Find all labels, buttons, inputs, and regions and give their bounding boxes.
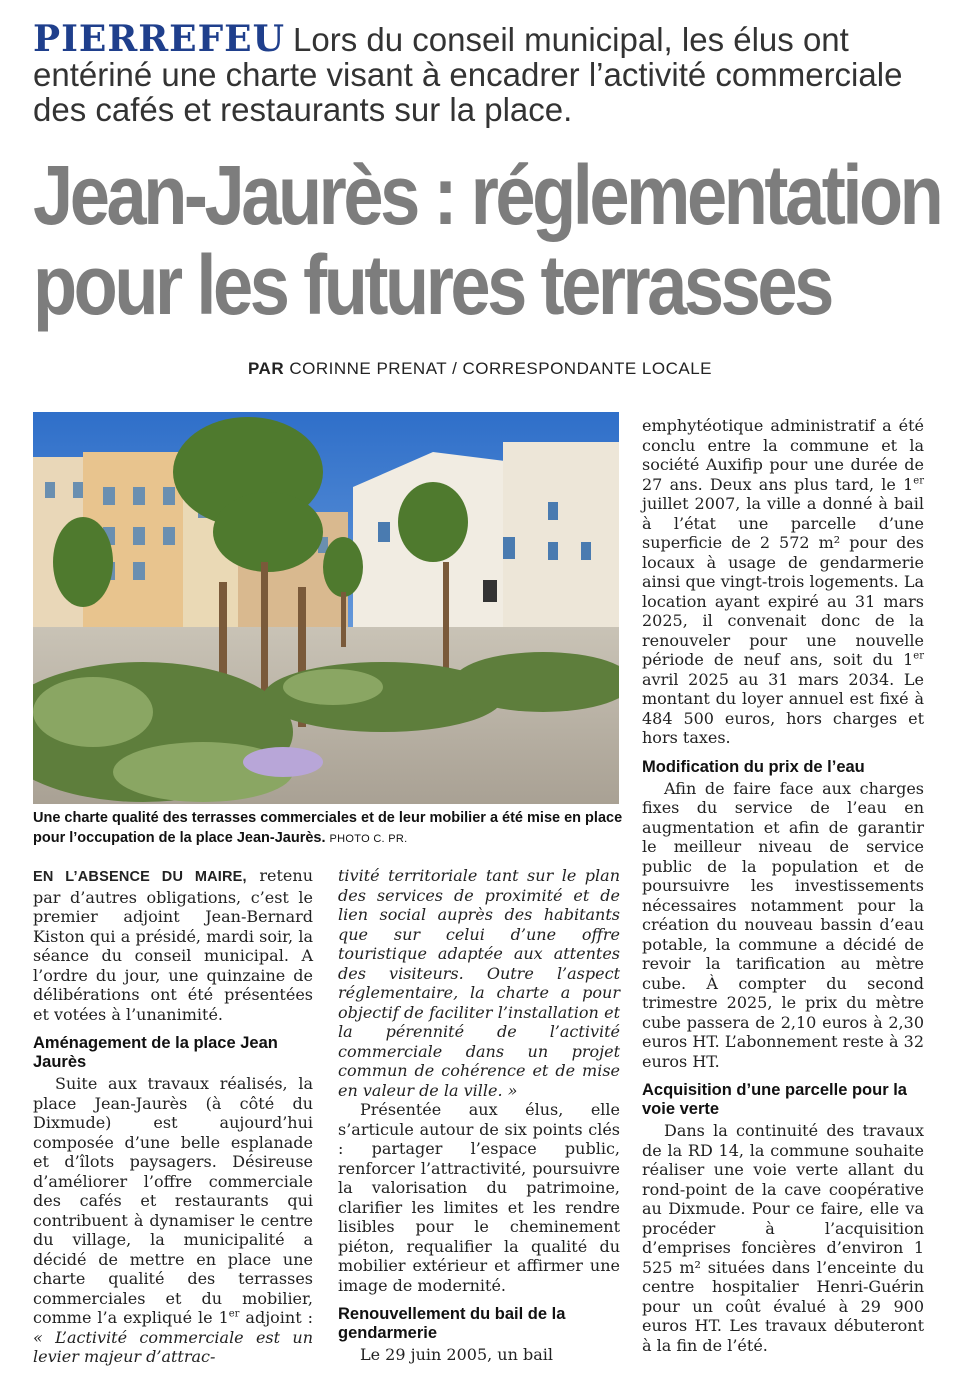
paragraph-eau: Afin de faire face aux charges fixes du service de l’eau en augmentation et afin de garantir le meilleur niveau de service public de la population et de poursuivre les investissements nécessaires notamment pour la création du nouveau bassin d’eau potable, la commune a décidé de revoir la tarification au mètre cube. À compter du second trimestre 2025, le prix du mètre cube passera de 2,10 euros à 2,30 euros HT. L’abonnement reste à 32 euros HT. bbox=[642, 778, 924, 1071]
column-3 bbox=[642, 416, 924, 1355]
subhead-amenagement: Aménagement de la place Jean Jaurès bbox=[33, 1034, 278, 1071]
paragraph-charte-points: Présentée aux élus, elle s’articule autour de six points clés : partager l’espace public, renforcer l’attractivité, poursuivre la valorisation du patrimoine, clarifier les limites et les rendre lisibles pour le cheminement piéton, requalifier la qualité du mobilier extérieur et affirmer une image de modernité. bbox=[338, 1100, 620, 1295]
intro-text: Lors du conseil municipal, les élus ont entériné une charte visant à encadrer l’activité commerciale des cafés et restaurants sur la place. bbox=[33, 21, 903, 128]
town-kicker: PIERREFEU bbox=[33, 18, 286, 60]
headline-line-1: Jean-Jaurès : réglementation bbox=[33, 148, 941, 242]
place-jean-jaures-photo bbox=[33, 412, 619, 804]
headline-line-2: pour les futures terrasses bbox=[33, 238, 831, 332]
column-1 bbox=[33, 866, 313, 1367]
paragraph-gendarmerie-start: Le 29 juin 2005, un bail bbox=[360, 1345, 553, 1364]
column-2-content bbox=[338, 866, 620, 1365]
caption-text: Une charte qualité des terrasses commerciales et de leur mobilier a été mise en place pour l’occupation de la place Jean-Jaurès. bbox=[33, 810, 623, 846]
lead-caps: EN L’ABSENCE DU MAIRE, bbox=[33, 869, 247, 885]
article-header bbox=[33, 18, 933, 128]
quote-adjoint: « L’activité commerciale est un levier majeur d’attrac- bbox=[33, 1327, 313, 1366]
subhead-parcelle: Acquisition d’une parcelle pour la voie verte bbox=[642, 1081, 907, 1118]
paragraph-gendarmerie-cont: emphytéotique administratif a été conclu entre la commune et la société Auxifip pour une durée de 27 ans. Deux ans plus tard, le 1er juillet 2007, la ville a donné à bail à l’état une parcelle d’une superficie de 2 572 m² pour des locaux à usage de gendarmerie ainsi que vingt-trois logements. La location ayant expiré au 31 mars 2025, il convenait donc de la renouveler pour une nouvelle période de neuf ans, soit du 1er avril 2025 au 31 mars 2034. Le montant du loyer annuel est fixé à 484 500 euros, hors charges et hors taxes. bbox=[642, 416, 924, 747]
paragraph-intro: EN L’ABSENCE DU MAIRE, retenu par d’autres obligations, c’est le premier adjoint Jean-Bernard Kiston qui a présidé, mardi soir, la séance du conseil municipal. A l’ordre du jour, une quinzaine de délibérations ont été présentées et votées à l’unanimité. bbox=[33, 866, 313, 1024]
subhead-gendarmerie: Renouvellement du bail de la gendarmerie bbox=[338, 1305, 566, 1342]
quote-continuation: tivité territoriale tant sur le plan des services de proximité et de lien social auprès des habitants que sur celui d’une offre touristique adaptée aux attentes des visiteurs. Outre l’aspect réglementaire, la charte a pour objectif de faciliter l’installation et la pérennité de l’activité commerciale dans un projet commun de cohérence et de mise en valeur de la ville. » bbox=[338, 866, 620, 1100]
byline-author: CORINNE PRENAT / CORRESPONDANTE LOCALE bbox=[289, 359, 713, 378]
photo-caption bbox=[33, 808, 623, 849]
byline-prefix: PAR bbox=[247, 359, 285, 378]
paragraph-amenagement: Suite aux travaux réalisés, la place Jean-Jaurès (à côté du Dixmude) est aujourd’hui composée d’une belle esplanade et d’îlots paysagers. Désireuse d’améliorer l’offre commerciale des cafés et restaurants qui contribuent à dynamiser le centre du village, la municipalité a décidé de mettre en place une charte qualité des terrasses commerciales et du mobilier, comme l’a expliqué le 1er adjoint : « L’activité commerciale est un levier majeur d’attrac- bbox=[33, 1074, 313, 1366]
paragraph-parcelle: Dans la continuité des travaux de la RD 14, la commune souhaite réaliser une voie verte allant du rond-point de la cave coopérative au Dixmude. Pour ce faire, elle va procéder à l’acquisition d’emprises foncières d’environ 1 525 m² situées dans l’enceinte du centre hospitalier Henri-Guérin pour un coût évalué à 29 900 euros HT. Les travaux débuteront à la fin de l’été. bbox=[642, 1121, 924, 1355]
subhead-eau: Modification du prix de l’eau bbox=[642, 757, 865, 776]
headline bbox=[33, 148, 941, 332]
byline bbox=[0, 359, 960, 379]
photo-credit: PHOTO C. PR. bbox=[329, 833, 408, 845]
article-photo bbox=[33, 412, 619, 804]
